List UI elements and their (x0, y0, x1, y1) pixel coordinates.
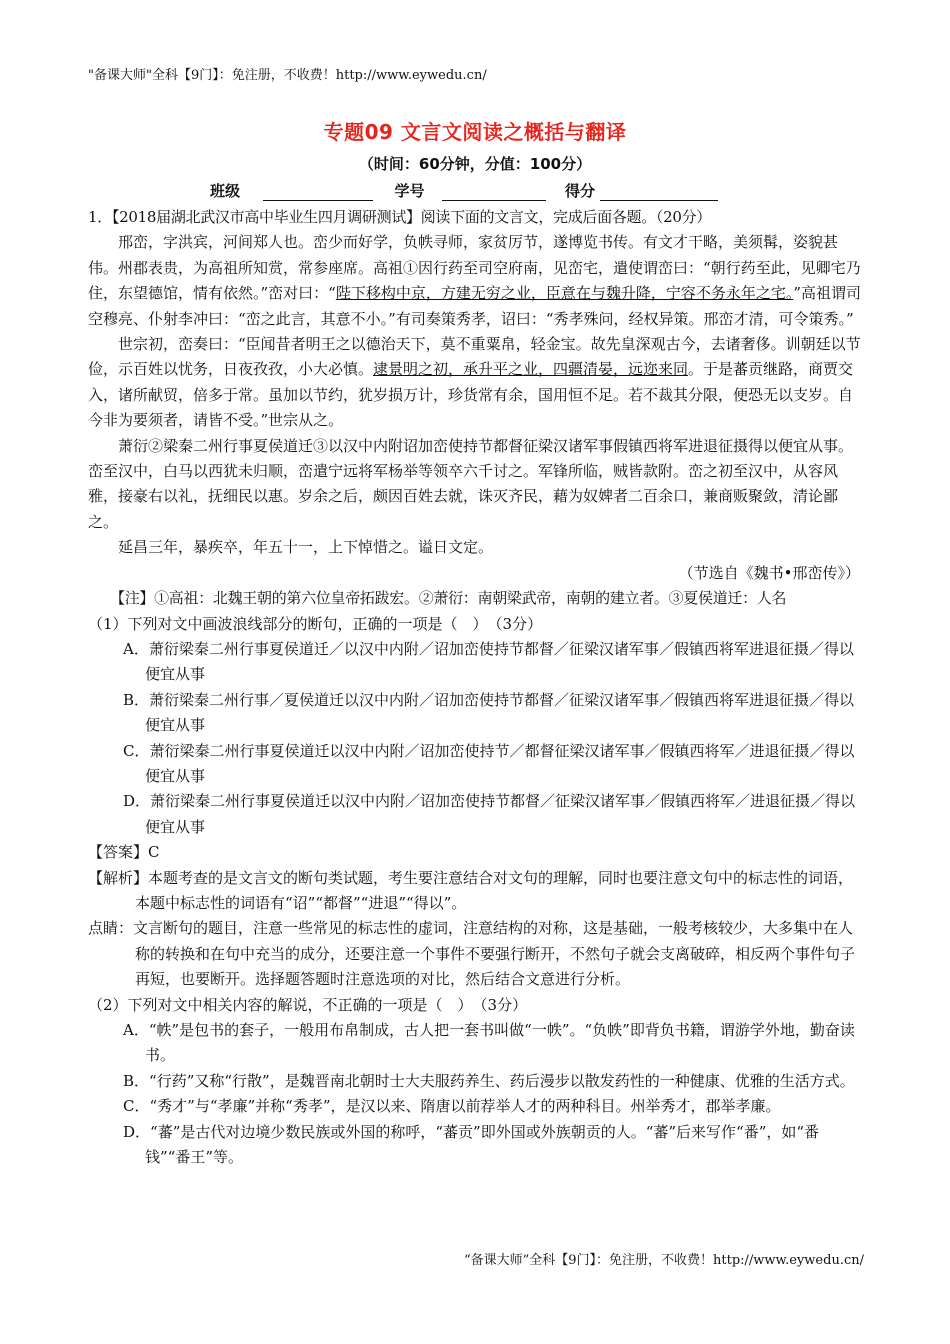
page-footer: “备课大师”全科【9门】：免注册，不收费！http://www.eywedu.cn/ (463, 1253, 864, 1268)
analysis-1: 【解析】本题考查的是文言文的断句类试题，考生要注意结合对文句的理解，同时也要注意文句中的标志性的词语，本题中标志性的词语有“诏”“都督”“进退”“得以”。 (88, 868, 854, 912)
passage-paragraph-1 (88, 230, 864, 332)
answer-1: 【答案】C (88, 843, 160, 862)
student-id-blank[interactable] (442, 184, 546, 201)
sub-question-2: （2）下列对文中相关内容的解说，不正确的一项是（ ） （3分） (88, 995, 528, 1014)
passage-p1-text-a: 邢峦，字洪宾，河间郑人也。峦少而好学，负帙寻师，家贫厉节，遂博览书传。有文才干略，美须髯，姿貌甚伟。州郡表贵，为高祖所知赏，常参座席。高祖①因行药至司空府南，见峦宅，遣使谓峦曰：“朝行药至此，见卿宅乃住，东望德馆，情有依然。”峦对曰：“ (88, 233, 861, 303)
option-2-c[interactable]: C．“秀才”与“孝廉”并称“秀孝”，是汉以来、隋唐以前荐举人才的两种科目。州举秀才，郡举孝廉。 (123, 1097, 781, 1116)
tip-1: 点睛：文言断句的题目，注意一些常见的标志性的虚词，注意结构的对称，这是基础，一般考核较少，大多集中在人称的转换和在句中充当的成分，还要注意一个事件不要强行断开，不然句子就会支离破碎，相反两个事件句子再短，也要断开。选择题答题时注意选项的对比，然后结合文意进行分析。 (88, 919, 856, 989)
class-label: 班级 (210, 182, 241, 200)
score-blank[interactable] (600, 184, 718, 201)
option-1-a[interactable]: A．萧衍梁秦二州行事夏侯道迁／以汉中内附／诏加峦使持节都督／征梁汉诸军事／假镇西将军进退征摄／得以便宜从事 (123, 639, 854, 684)
score-label: 得分 (564, 182, 595, 200)
question-content (88, 205, 864, 1170)
passage-paragraph-4: 延昌三年，暴疾卒，年五十一，上下悼惜之。谥日文定。 (118, 538, 494, 557)
passage-p2-underlined: 逮景明之初，承升平之业，四疆清晏，远迩来同 (373, 360, 689, 379)
option-2-a[interactable]: A．“帙”是包书的套子，一般用布帛制成，古人把一套书叫做“一帙”。“负帙”即背负书籍，谓游学外地，勤奋读书。 (123, 1021, 855, 1065)
passage-paragraph-3: 萧衍②梁秦二州行事夏侯道迁③以汉中内附诏加峦使持节都督征梁汉诸军事假镇西将军进退征摄得以便宜从事。峦至汉中，白马以西犹未归顺，峦遣宁远将军杨举等领卒六千讨之。军锋所临，贼皆款附。峦之初至汉中，从容风雅，接豪右以礼，抚细民以惠。岁余之后，颇因百姓去就，诛灭齐民，藉为奴婢者二百余口，兼商贩聚敛，清论鄙之。 (88, 436, 854, 531)
passage-p1-underlined: 陛下移构中京，方建无穷之业，臣意在与魏升降，宁容不务永年之宅。 (335, 284, 794, 303)
passage-paragraph-2 (88, 332, 864, 434)
option-2-d[interactable]: D．“蕃”是古代对边境少数民族或外国的称呼，“蕃贡”即外国或外族朝贡的人。“蕃”后来写作“番”，如“番钱”“番王”等。 (123, 1122, 820, 1167)
page-subtitle: （时间：60分钟，分值：100分） (358, 155, 592, 173)
passage-source: （节选自《魏书•邢峦传》） (678, 563, 860, 582)
passage-p2-text-b: 。于是蕃贡继路，商贾交入，诸所献贸，倍多于常。虽加以节约，犹岁损万计，珍货常有余，国用恒不足。若不裁其分限，便恐无以支岁。自今非为要须者，请皆不受。”世宗从之。 (88, 360, 854, 430)
option-1-d[interactable]: D．萧衍梁秦二州行事夏侯道迁以汉中内附／诏加峦使持节都督／征梁汉诸军事／假镇西将军／进退征摄／得以便宜从事 (123, 792, 856, 836)
question-1-intro: 1．【2018届湖北武汉市高中毕业生四月调研测试】阅读下面的文言文，完成后面各题。（20分） (88, 208, 712, 226)
passage-p2-text-a: 世宗初，峦奏曰：“臣闻昔者明王之以德治天下，莫不重粟帛，轻金宝。故先皇深观古今，去诸奢侈。训朝廷以节俭，示百姓以忧务，日夜孜孜，小大必慎。 (88, 335, 861, 379)
page-header: "备课大师"全科【9门】：免注册，不收费！http://www.eywedu.cn/ (88, 68, 487, 83)
passage-note: 【注】①高祖：北魏王朝的第六位皇帝拓跋宏。②萧衍：南朝梁武帝，南朝的建立者。③夏侯道迁：人名 (110, 589, 787, 608)
page-title: 专题09 文言文阅读之概括与翻译 (323, 120, 627, 144)
passage-p1-text-b: ”高祖谓司空穆亮、仆射李冲曰：“峦之此言，其意不小。”有司奏策秀孝，诏曰：“秀孝殊问，经权异策。邢峦才清，可令策秀。” (88, 284, 862, 328)
student-id-label: 学号 (394, 182, 425, 200)
option-1-b[interactable]: B．萧衍梁秦二州行事／夏侯道迁以汉中内附／诏加峦使持节都督／征梁汉诸军事／假镇西将军进退征摄／得以便宜从事 (123, 690, 855, 735)
option-2-b[interactable]: B．“行药”又称“行散”，是魏晋南北朝时士大夫服药养生、药后漫步以散发药性的一种健康、优雅的生活方式。 (123, 1071, 855, 1090)
sub-question-1: （1）下列对文中画波浪线部分的断句，正确的一项是（ ） （3分） (88, 614, 543, 633)
class-blank[interactable] (263, 184, 373, 201)
student-info-line (210, 180, 718, 201)
option-1-c[interactable]: C．萧衍梁秦二州行事夏侯道迁以汉中内附／诏加峦使持节／都督征梁汉诸军事／假镇西将军／进退征摄／得以便宜从事 (123, 741, 855, 785)
